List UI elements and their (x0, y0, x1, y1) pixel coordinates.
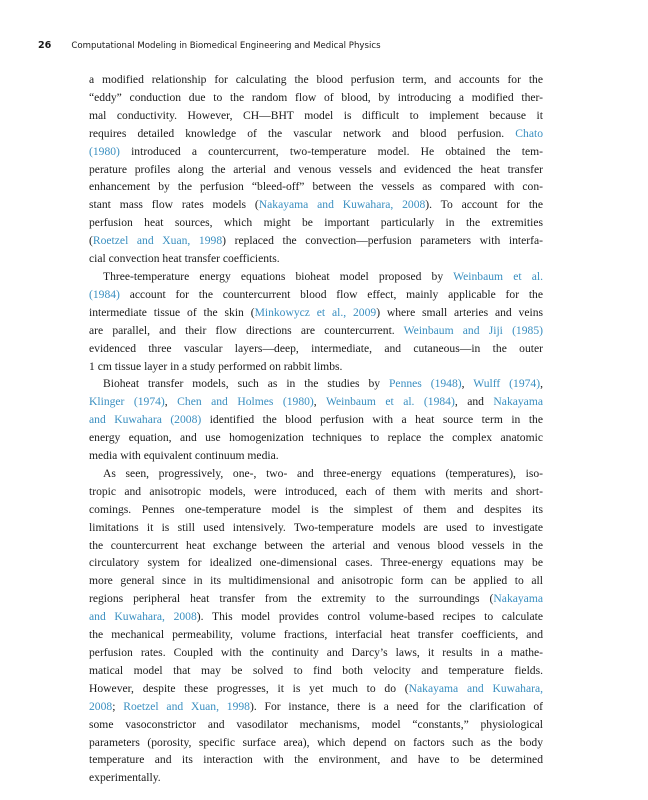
text-line (89, 358, 543, 376)
text-line (89, 734, 543, 752)
text-run: ). For instance, there is a need for the clarification of (249, 699, 543, 713)
text-line (89, 716, 543, 734)
citation-link[interactable]: Pennes (1948) (388, 377, 462, 391)
text-line (89, 411, 543, 429)
page-number: 26 (38, 40, 52, 51)
citation-link[interactable]: Minkowycz et al., 2009 (254, 305, 377, 319)
text-run: As seen, progressively, one-, two- and three-energy equations (temperatures), iso- (103, 466, 543, 480)
text-line (89, 483, 543, 501)
citation-link[interactable]: Weinbaum et al. (453, 269, 543, 283)
text-line (89, 429, 543, 447)
text-run: comings. Pennes one-temperature model is the simplest of them and despites its (89, 502, 543, 516)
text-run: mal conductivity. However, CH—BHT model is difficult to implement because it (89, 108, 543, 122)
citation-link[interactable]: (1984) (89, 287, 120, 301)
text-run: evidenced three vascular layers—deep, intermediate, and cutaneous—in the outer (89, 341, 543, 355)
citation-link[interactable]: Nakayama and Kuwahara, (408, 681, 543, 695)
text-line (89, 322, 543, 340)
text-line (89, 71, 543, 89)
text-run: ). To account for the (425, 198, 543, 212)
paragraph (89, 268, 543, 375)
text-line (89, 143, 543, 161)
citation-link[interactable]: and Kuwahara, 2008 (89, 610, 197, 624)
citation-link[interactable]: 2008 (89, 699, 113, 713)
text-line (89, 769, 543, 787)
running-header (38, 40, 558, 51)
text-line (89, 178, 543, 196)
text-run: ) where small arteries and veins (376, 305, 544, 319)
text-line (89, 537, 543, 555)
citation-link[interactable]: (1980) (89, 144, 120, 158)
text-run: ). This model provides control volume-based recipes to calculate (196, 610, 543, 624)
text-run: perature profiles along the arterial and venous vessels and evidenced the heat transfer (89, 162, 543, 176)
text-run: Bioheat transfer models, such as in the studies by (103, 377, 389, 391)
text-run: experimentally. (89, 771, 161, 785)
text-line (89, 268, 543, 286)
text-line (89, 196, 543, 214)
text-run: ) replaced the convection—perfusion parameters with interfa- (222, 234, 544, 248)
text-line (89, 572, 543, 590)
text-run: intermediate tissue of the skin ( (89, 305, 255, 319)
text-run: media with equivalent continuum media. (89, 449, 279, 463)
text-line (89, 304, 543, 322)
text-run: ( (89, 234, 93, 248)
text-run: are parallel, and their flow directions are countercurrent. (89, 323, 404, 337)
text-run: energy equation, and use homogenization techniques to replace the complex anatomic (89, 431, 543, 445)
citation-link[interactable]: Chato (515, 126, 543, 140)
text-run: enhancement by the perfusion “bleed-off” between the vessels as compared with con- (89, 180, 543, 194)
text-run: requires detailed knowledge of the vascular network and blood perfusion. (89, 126, 516, 140)
citation-link[interactable]: and Kuwahara (2008) (89, 413, 202, 427)
text-run: , and (454, 395, 494, 409)
text-line (89, 125, 543, 143)
text-line (89, 608, 543, 626)
text-run: limitations it is still used intensively. Two-temperature models are used to investigate (89, 520, 543, 534)
citation-link[interactable]: Klinger (1974) (89, 395, 165, 409)
paragraph (89, 71, 543, 268)
text-line (89, 662, 543, 680)
text-line (89, 554, 543, 572)
text-run: some vasoconstrictor and vasodilator mechanisms, model “constants,” physiological (89, 717, 543, 731)
running-title: Computational Modeling in Biomedical Engineering and Medical Physics (71, 41, 381, 51)
citation-link[interactable]: Weinbaum and Jiji (1985) (403, 323, 543, 337)
text-run: matical model that may be solved to find both velocity and temperature fields. (89, 663, 543, 677)
text-run: Three-temperature energy equations bioheat model proposed by (103, 269, 454, 283)
citation-link[interactable]: Roetzel and Xuan, 1998 (92, 234, 223, 248)
paragraph (89, 465, 543, 787)
text-run: a modified relationship for calculating the blood perfusion term, and accounts for the (89, 73, 543, 86)
text-run: However, despite these progresses, it is yet much to do ( (89, 681, 409, 695)
citation-link[interactable]: Nakayama (493, 395, 543, 409)
text-run: perfusion rates. Coupled with the continuity and Darcy’s laws, it results in a mathe- (89, 646, 543, 659)
text-line (89, 590, 543, 608)
text-line (89, 375, 543, 393)
text-line (89, 680, 543, 698)
text-line (89, 519, 543, 537)
text-run: temperature and its interaction with the environment, and have to be determined (89, 753, 543, 767)
citation-link[interactable]: Roetzel and Xuan, 1998 (123, 699, 250, 713)
text-line (89, 214, 543, 232)
text-line (89, 340, 543, 358)
text-run: , (313, 395, 326, 409)
text-line (89, 250, 543, 268)
text-run: perfusion heat sources, which might be important particularly in the extremities (89, 216, 543, 230)
text-line (89, 698, 543, 716)
text-run: the countercurrent heat exchange between the arterial and venous blood vessels in the (89, 538, 543, 552)
citation-link[interactable]: Nakayama (493, 592, 543, 606)
text-run: account for the countercurrent blood flow effect, mainly applicable for the (119, 287, 543, 301)
body-text (89, 71, 543, 787)
text-line (89, 107, 543, 125)
text-line (89, 626, 543, 644)
text-run: stant mass flow rates models ( (89, 198, 259, 212)
text-run: , (164, 395, 178, 409)
text-line (89, 447, 543, 465)
text-run: ; (112, 699, 124, 713)
paragraph (89, 375, 543, 465)
text-line (89, 161, 543, 179)
text-run: introduced a countercurrent, two-temperature model. He obtained the tem- (119, 144, 543, 158)
citation-link[interactable]: Wulff (1974) (473, 377, 541, 391)
text-run: identified the blood perfusion with a heat source term in the (201, 413, 543, 427)
text-line (89, 232, 543, 250)
citation-link[interactable]: Weinbaum et al. (1984) (325, 395, 455, 409)
text-run: “eddy” conduction due to the random flow of blood, by introducing a modified ther- (89, 90, 543, 104)
text-run: 1 cm tissue layer in a study performed on rabbit limbs. (89, 359, 343, 373)
citation-link[interactable]: Chen and Holmes (1980) (177, 395, 314, 409)
text-run: circulatory system for idealized one-dimensional cases. Three-energy equations may be (89, 556, 543, 570)
text-line (89, 751, 543, 769)
text-line (89, 644, 543, 662)
text-line (89, 501, 543, 519)
text-run: cial convection heat transfer coefficients. (89, 252, 280, 266)
text-line (89, 393, 543, 411)
text-line (89, 286, 543, 304)
text-run: the mechanical permeability, volume fractions, interfacial heat transfer coefficients, and (89, 628, 543, 642)
text-run: more general since in its multidimensional and anisotropic form can be applied to all (89, 574, 543, 588)
text-run: tropic and anisotropic models, were introduced, each of them with merits and short- (89, 484, 543, 498)
text-run: , (461, 377, 474, 391)
text-line (89, 89, 543, 107)
text-run: , (540, 377, 543, 391)
text-run: parameters (porosity, specific surface area), which depend on factors such as the body (89, 735, 543, 749)
text-line (89, 465, 543, 483)
citation-link[interactable]: Nakayama and Kuwahara, 2008 (258, 198, 426, 212)
text-run: regions peripheral heat transfer from the extremity to the surroundings ( (89, 592, 494, 606)
